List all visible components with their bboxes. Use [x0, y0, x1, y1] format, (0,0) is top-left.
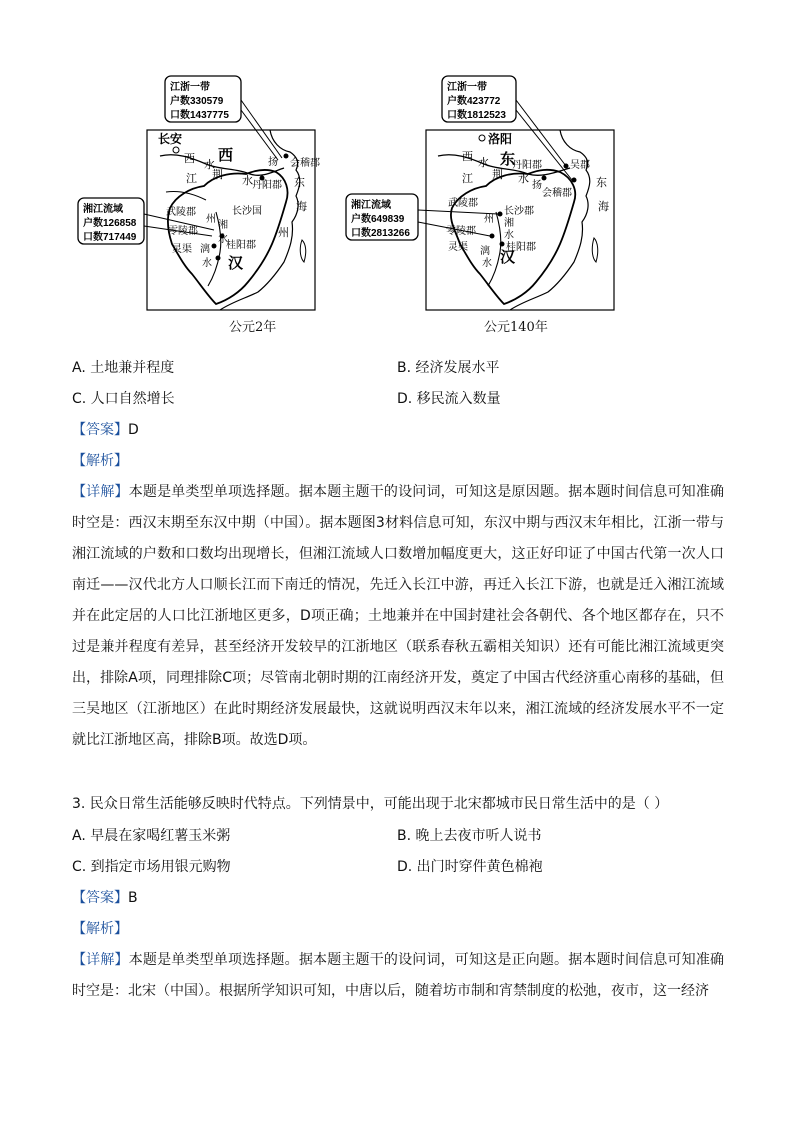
- q3-detail: [72, 945, 724, 1007]
- map-left-kuaiji: 会稽郡: [290, 158, 320, 169]
- han-population-maps: [0, 0, 794, 340]
- map-right: [346, 76, 614, 310]
- map-left-dynasty-1: 西: [218, 147, 234, 164]
- q2-answer: [72, 420, 139, 440]
- q3-analysis-tag: [72, 919, 128, 939]
- q2-option-d: D. 移民流入数量: [397, 391, 501, 407]
- map-left-xiang-title: 湘江流域: [83, 204, 123, 215]
- map-left-jiangzhe-title: 江浙一带: [170, 82, 210, 93]
- q3-stem: 3. 民众日常生活能够反映时代特点。下列情景中，可能出现于北宋都城市民日常生活中的是（ ）: [72, 796, 669, 812]
- map-left-li: 漓: [200, 244, 210, 255]
- map-left-dong: 东: [294, 177, 305, 189]
- map-right-jiang: 江: [462, 173, 473, 185]
- map-right-shui: 水: [478, 157, 489, 169]
- map-right-wu: 吴郡: [570, 160, 590, 171]
- map-right-dong: 东: [596, 177, 607, 189]
- map-right-hai: 海: [598, 201, 609, 213]
- map-right-kuaiji-dot: [572, 178, 577, 183]
- map-left-lingling-dot: [212, 244, 217, 249]
- q2-detail-text: 本题是单类型单项选择题。据本题主题干的设问词，可知这是原因题。据本题时间信息可知准确时空是：西汉末期至东汉中期（中国）。据本题图3材料信息可知，东汉中期与西汉末年相比，江浙一带与湘江流域的户数和口数均出现增长，但湘江流域人口数增加幅度更大，这正好印证了中国古代第一次人口南迁——汉代北方人口顺长江而下南迁的情况，先迁入长江中游，再迁入长江下游，也就是迁入湘江流域并在此定居的人口比江浙地区更多，D项正确；土地兼并在中国封建社会各朝代、各个地区都存在，只不过是兼并程度有差异，甚至经济开发较早的江浙地区（联系春秋五霸相关知识）还有可能比湘江流域更突出，排除A项，同理排除C项；尽管南北朝时期的江南经济开发，奠定了中国古代经济重心南移的基础，但三吴地区（江浙地区）在此时期经济发展最快，这就说明西汉末年以来，湘江流域的经济发展水平不一定就比江浙地区高，排除B项。故选D项。: [72, 484, 725, 748]
- q3-option-c: C. 到指定市场用银元购物: [72, 859, 231, 875]
- map-left-xiang: 湘: [218, 220, 228, 231]
- map-right-lingqu: 灵渠: [448, 242, 468, 253]
- map-left-jiangzhe-population: 口数1437775: [170, 110, 229, 121]
- map-left-jiangzhe-households: 户数330579: [170, 96, 224, 107]
- map-left-shui4: 水: [202, 258, 212, 269]
- map-right-jiangzhe-households: 户数423772: [447, 96, 501, 107]
- map-right-li: 漓: [480, 246, 490, 257]
- map-left-shui3: 水: [218, 234, 228, 245]
- q3-answer-value: B: [128, 890, 138, 906]
- map-right-wuling: 武陵郡: [448, 198, 478, 209]
- map-left-xiang-population: 口数717449: [83, 232, 137, 243]
- map-left-zhou2: 州: [206, 214, 216, 225]
- q2-analysis-tag: [72, 451, 128, 471]
- q3-option-a: A. 早晨在家喝红薯玉米粥: [72, 828, 231, 844]
- map-right-danyang-dot: [542, 176, 547, 181]
- map-right-changsha: 长沙郡: [504, 206, 534, 217]
- map-left-hai: 海: [296, 201, 307, 213]
- map-right-lingling: 零陵郡: [446, 226, 476, 237]
- map-left-capital-dot: [173, 147, 179, 153]
- q2-answer-value: D: [128, 422, 139, 438]
- map-left-xi: 西: [184, 153, 195, 165]
- q2-option-a: A. 土地兼并程度: [72, 360, 175, 376]
- map-right-xiang-households: 户数649839: [351, 214, 405, 225]
- q3-detail-text: 本题是单类型单项选择题。据本题主题干的设问词，可知这是正向题。据本题时间信息可知准确时空是：北宋（中国）。根据所学知识可知，中唐以后，随着坊市制和宵禁制度的松弛，夜市，这一经济: [72, 952, 725, 999]
- map-right-danyang: 丹阳郡: [512, 160, 542, 171]
- map-right-xiang-title: 湘江流域: [351, 200, 391, 211]
- q3-detail-tag: 【详解】: [72, 952, 129, 968]
- map-right-kuaiji: 会稽郡: [542, 188, 572, 199]
- map-right-shui3: 水: [504, 230, 514, 241]
- map-right-guiyang: 桂阳郡: [506, 242, 536, 253]
- map-left-changsha: 长沙国: [232, 206, 262, 217]
- map-left-dynasty-2: 汉: [228, 255, 244, 272]
- map-right-shui4: 水: [482, 258, 492, 269]
- map-left-shui2: 水: [242, 175, 253, 187]
- q3-answer: [72, 888, 138, 908]
- map-left-wuling: 武陵郡: [166, 207, 196, 218]
- map-right-xi: 西: [462, 151, 473, 163]
- map-left-kuaiji-dot: [284, 154, 289, 159]
- q3-option-b: B. 晚上去夜市听人说书: [397, 828, 542, 844]
- q2-answer-tag: 【答案】: [72, 422, 128, 438]
- map-left-zhou: 州: [278, 227, 289, 239]
- map-left-guiyang-dot: [216, 256, 221, 261]
- map-left: [78, 76, 320, 310]
- map-left-yang: 扬: [268, 157, 278, 168]
- q2-option-b: B. 经济发展水平: [397, 360, 500, 376]
- map-right-lingling-dot: [490, 234, 495, 239]
- q2-detail-tag: 【详解】: [72, 484, 129, 500]
- q2-analysis-label: 【解析】: [72, 453, 128, 469]
- map-right-jing: 荆: [492, 169, 503, 181]
- map-left-lingqu: 灵渠: [172, 244, 192, 255]
- map-left-jiang: 江: [186, 173, 197, 185]
- map-left-caption: 公元2年: [229, 320, 277, 335]
- map-left-danyang: 丹阳郡: [252, 180, 282, 191]
- map-right-caption: 公元140年: [484, 320, 548, 335]
- map-left-capital: 长安: [158, 132, 183, 146]
- map-right-capital-dot: [479, 135, 485, 141]
- map-left-jing: 荆: [212, 169, 223, 181]
- map-right-dynasty-2: 汉: [500, 249, 516, 266]
- map-left-lingling: 零陵郡: [168, 226, 198, 237]
- map-left-shui: 水: [204, 159, 215, 171]
- map-right-xiang: 湘: [504, 218, 514, 229]
- q2-detail: [72, 477, 724, 756]
- map-left-guiyang: 桂阳郡: [226, 240, 256, 251]
- map-right-dynasty-1: 东: [500, 151, 516, 168]
- q3-option-d: D. 出门时穿件黄色棉袍: [397, 859, 543, 875]
- q3-analysis-label: 【解析】: [72, 921, 128, 937]
- map-right-zhou2: 州: [484, 214, 494, 225]
- map-figures: [0, 0, 794, 340]
- map-right-changsha-dot: [498, 212, 503, 217]
- map-right-shui2: 水: [518, 173, 529, 185]
- map-right-yang: 扬: [532, 180, 542, 191]
- map-right-jiangzhe-title: 江浙一带: [447, 82, 487, 93]
- map-right-xiang-population: 口数2813266: [351, 228, 410, 239]
- map-left-xiang-households: 户数126858: [83, 218, 137, 229]
- q2-option-c: C. 人口自然增长: [72, 391, 175, 407]
- map-right-guiyang-dot: [500, 242, 505, 247]
- map-right-jiangzhe-population: 口数1812523: [447, 110, 506, 121]
- q3-answer-tag: 【答案】: [72, 890, 128, 906]
- map-right-capital: 洛阳: [488, 132, 513, 146]
